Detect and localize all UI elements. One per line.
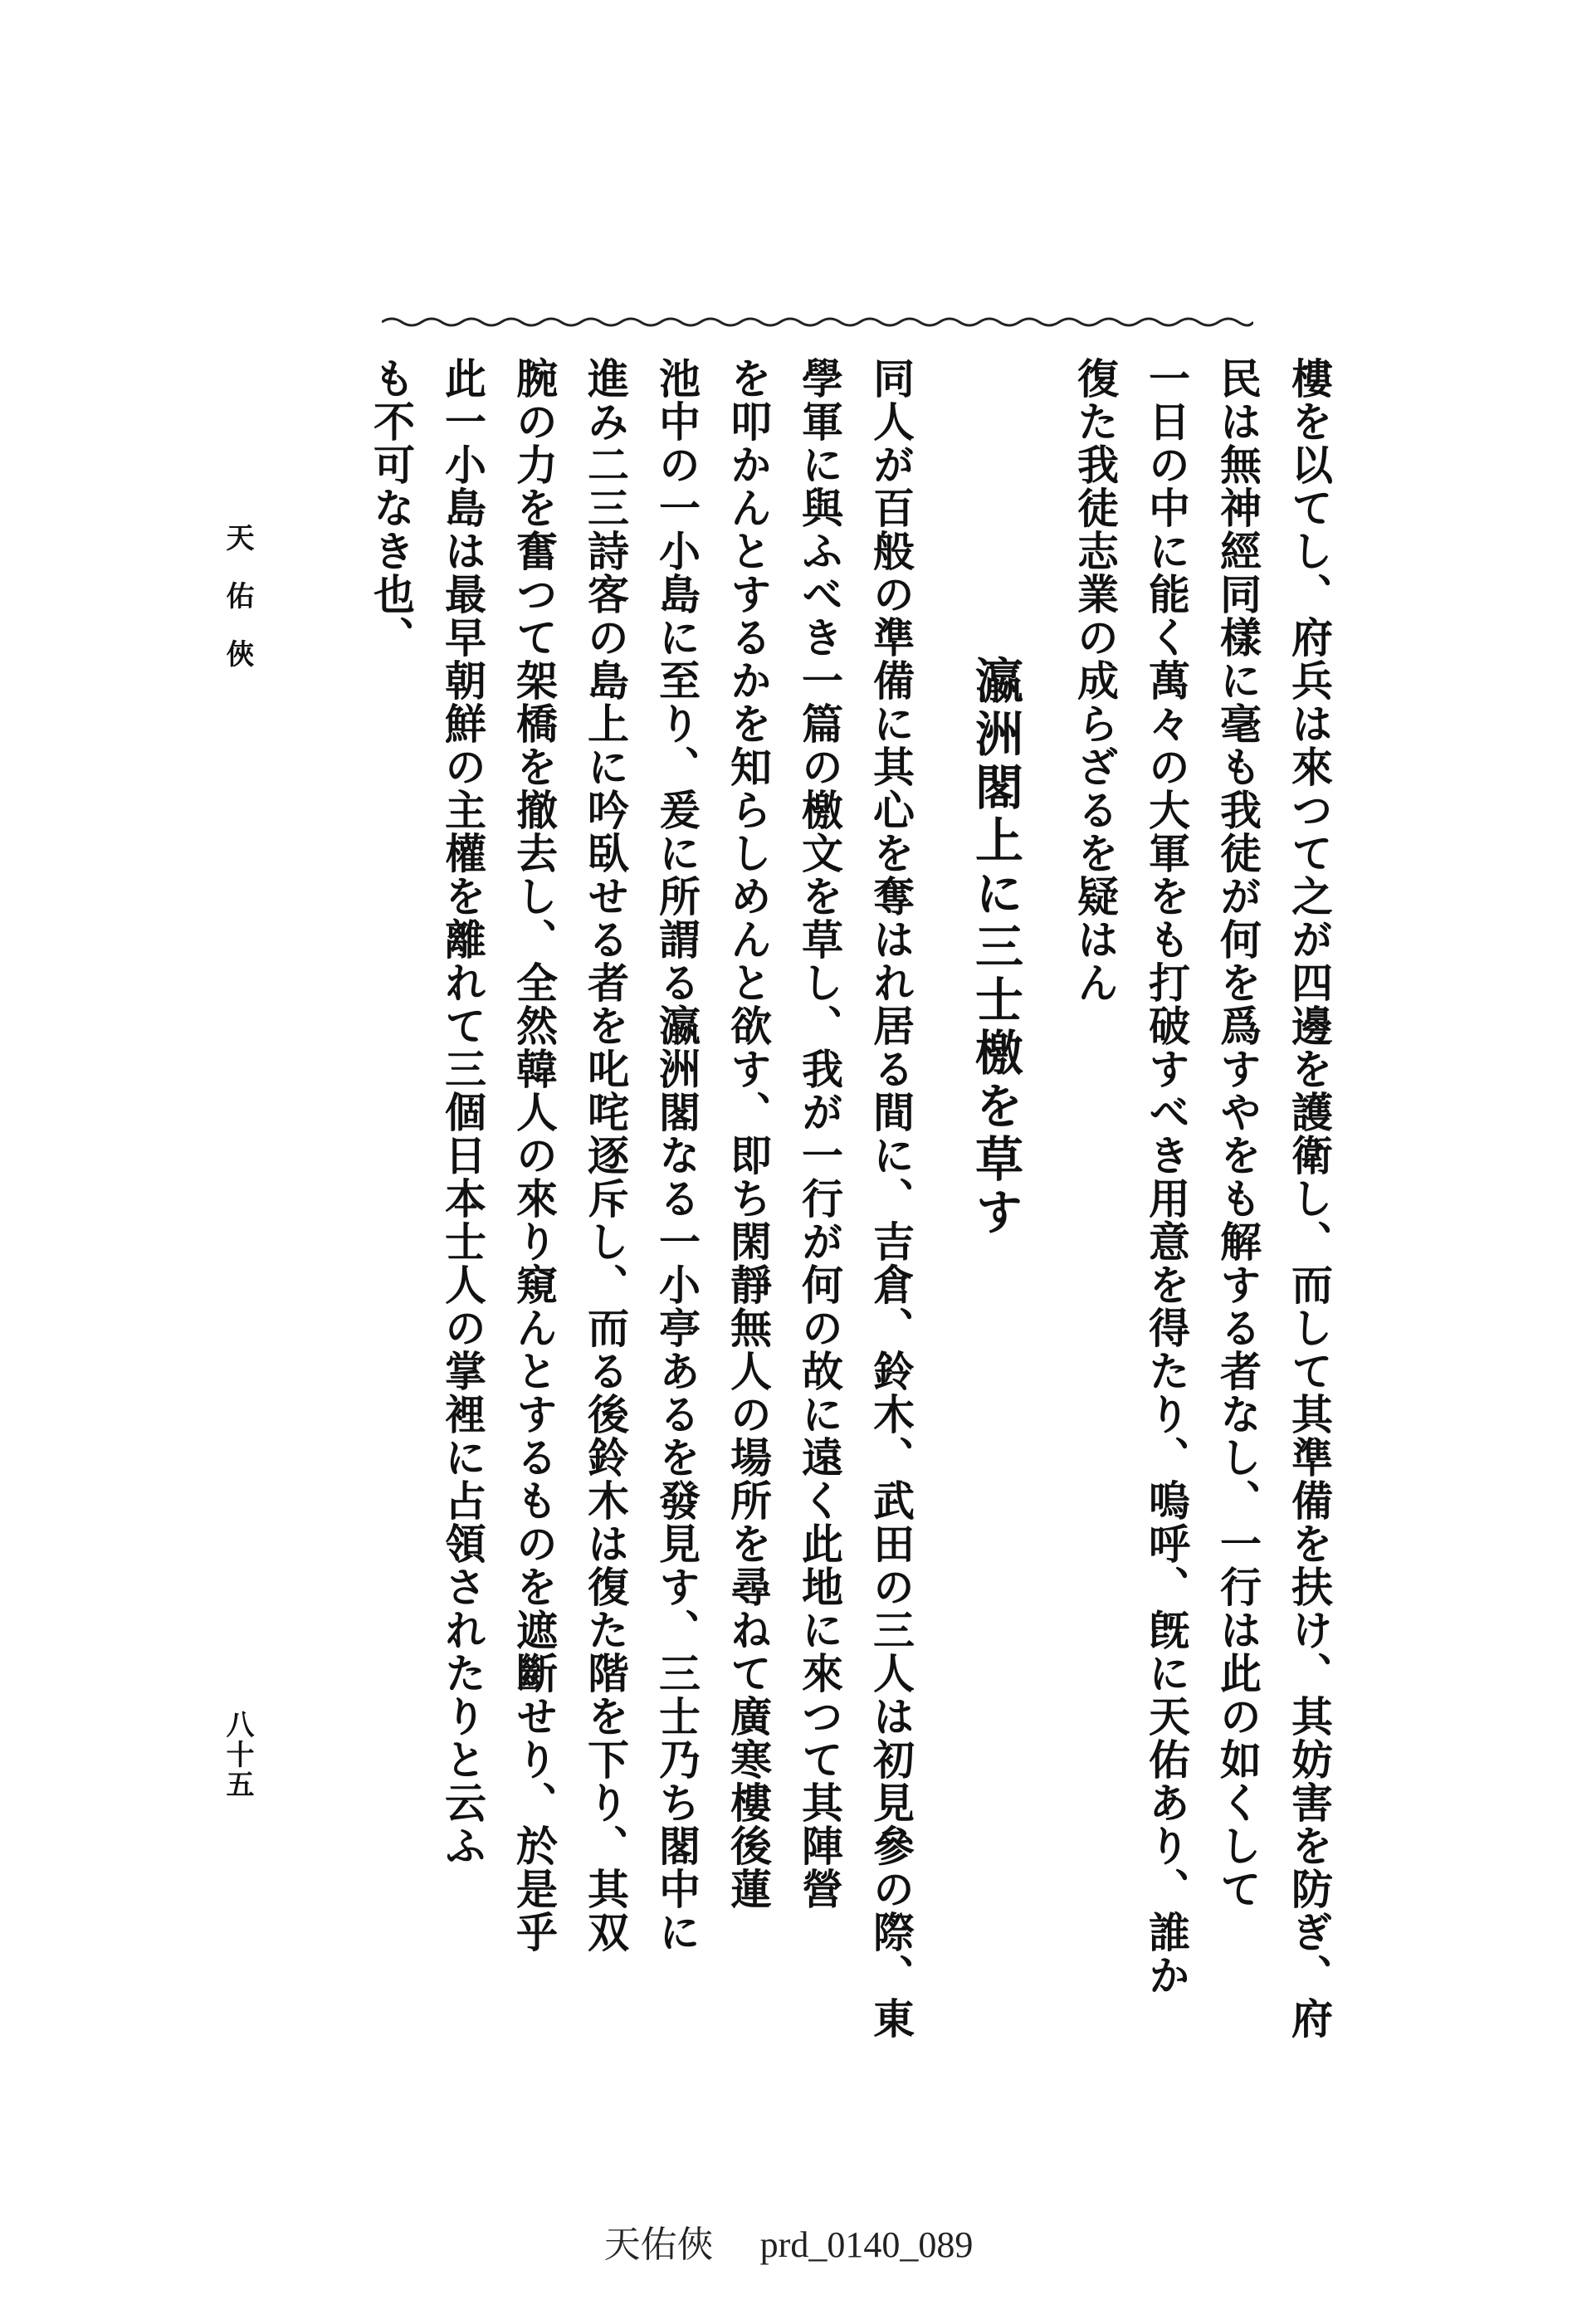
- section-heading: 瀛洲閣上に三士檄を草す: [967, 656, 1023, 1240]
- text-column: 一日の中に能く萬々の大軍をも打破すべき用意を得たり、嗚呼、旣に天佑あり、誰か: [1142, 357, 1191, 1997]
- footer-id: prd_0140_089: [759, 2224, 974, 2265]
- text-column: を叩かんとするかを知らしめんと欲す、即ち閑靜無人の場所を尋ねて廣寒樓後蓮: [724, 357, 773, 1911]
- vertical-text-block: [266, 357, 1345, 2067]
- text-column: も不可なき也、: [367, 357, 416, 659]
- text-column: 腕の力を奮つて架橋を撤去し、全然韓人の來り窺んとするものを遮斷せり、於是乎: [510, 357, 559, 1954]
- text-column: 同人が百般の準備に其心を奪はれ居る間に、吉倉、鈴木、武田の三人は初見參の際、東: [867, 357, 915, 2040]
- running-title: 天佑俠: [221, 523, 254, 697]
- footer-caption: [0, 2214, 1577, 2268]
- wavy-rule-ornament: [382, 314, 1253, 330]
- text-column: 民は無神經同樣に毫も我徒が何を爲すやをも解する者なし、一行は此の如くして: [1213, 357, 1262, 1911]
- wavy-rule-line: [382, 319, 1253, 325]
- text-column: 池中の一小島に至り、爰に所謂る瀛洲閣なる一小亭あるを發見す、三士乃ち閣中に: [652, 357, 701, 1954]
- page-number: 八十五: [221, 1710, 254, 1799]
- text-column: 復た我徒志業の成らざるを疑はん: [1071, 357, 1120, 1004]
- text-column: 此一小島は最早朝鮮の主權を離れて三個日本士人の掌裡に占領されたりと云ふ: [438, 357, 487, 1868]
- footer-title: 天佑俠: [603, 2224, 714, 2265]
- text-column: 進み二三詩客の島上に吟臥せる者を叱咤逐斥し、而る後鈴木は復た階を下り、其双: [581, 357, 630, 1954]
- text-column: 樓を以てし、府兵は來つて之が四邊を護衛し、而して其準備を扶け、其妨害を防ぎ、府: [1285, 357, 1334, 2040]
- text-column: 學軍に與ふべき一篇の檄文を草し、我が一行が何の故に遠く此地に來つて其陣營: [795, 357, 844, 1911]
